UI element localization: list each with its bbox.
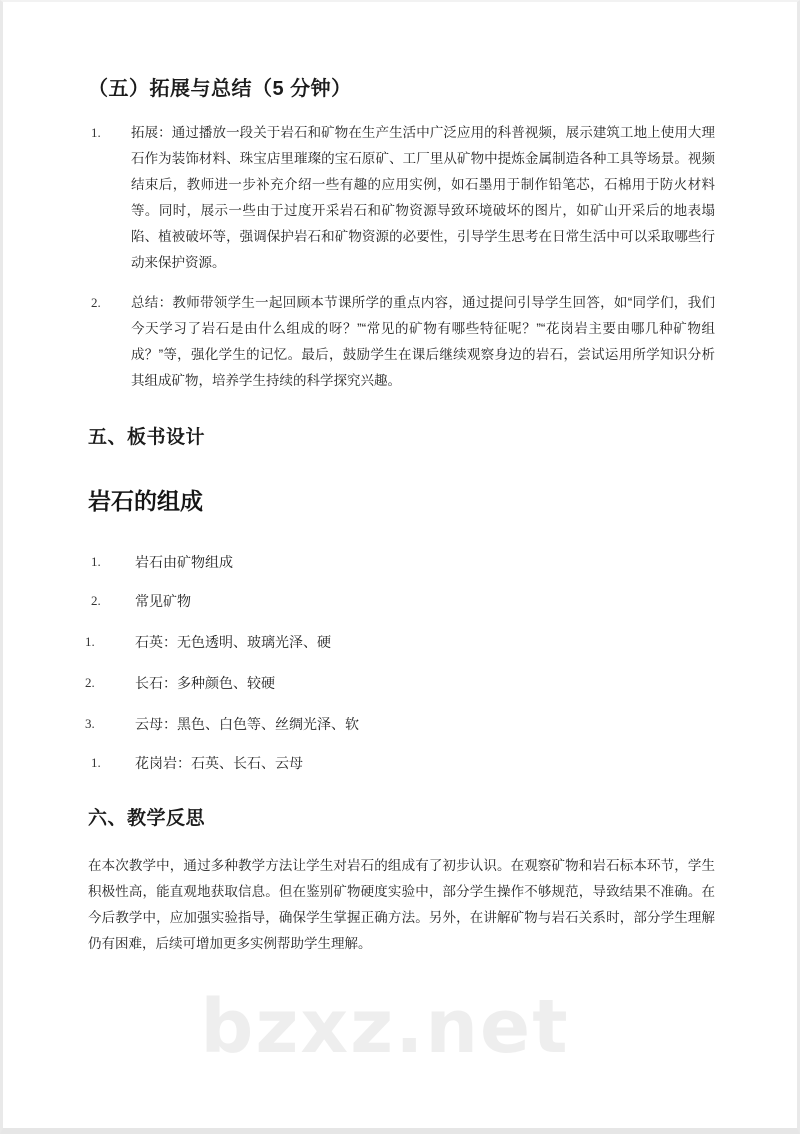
list-item-number: 2. <box>91 593 101 608</box>
list-item-text: 长石：多种颜色、较硬 <box>135 675 275 691</box>
heading-board-design: 五、板书设计 <box>88 427 206 448</box>
heading-extension-summary: （五）拓展与总结（5 分钟） <box>88 78 352 100</box>
list-item <box>3 713 797 735</box>
board-outline-list <box>3 551 797 612</box>
list-item-text: 常见矿物 <box>135 593 191 609</box>
watermark: bzxz.net <box>200 984 570 1070</box>
list-item-number: 1. <box>91 125 101 140</box>
list-item <box>3 631 797 653</box>
list-item-text: 总结：教师带领学生一起回顾本节课所学的重点内容，通过提问引导学生回答，如“同学们，我们今天学习了岩石是由什么组成的呀？”“常见的矿物有哪些特征呢？”“花岗岩主要由哪几种矿物组成？”等，强化学生的记忆。最后，鼓励学生在课后继续观察身边的岩石，尝试运用所学知识分析其组成矿物，培养学生持续的科学探究兴趣。 <box>131 295 715 388</box>
list-item-number: 1. <box>85 634 95 649</box>
list-item-number: 1. <box>91 755 101 770</box>
list-item-number: 2. <box>91 295 101 310</box>
list-item <box>3 672 797 694</box>
extension-summary-list <box>3 120 797 394</box>
board-design-block <box>3 518 797 774</box>
list-item <box>3 290 797 394</box>
teaching-reflection-paragraph: 在本次教学中，通过多种教学方法让学生对岩石的组成有了初步认识。在观察矿物和岩石标本环节，学生积极性高，能直观地获取信息。但在鉴别矿物硬度实验中，部分学生操作不够规范，导致结果不准确。在今后教学中，应加强实验指导，确保学生掌握正确方法。另外，在讲解矿物与岩石关系时，部分学生理解仍有困难，后续可增加更多实例帮助学生理解。 <box>88 858 715 951</box>
list-item <box>3 590 797 612</box>
list-item <box>3 752 797 774</box>
list-item <box>3 120 797 276</box>
granite-list <box>3 752 797 774</box>
list-item <box>3 551 797 573</box>
board-title-rock-composition: 岩石的组成 <box>88 488 203 514</box>
list-item-text: 石英：无色透明、玻璃光泽、硬 <box>135 634 331 650</box>
list-item-number: 1. <box>91 554 101 569</box>
list-item-number: 3. <box>85 716 95 731</box>
list-item-text: 花岗岩：石英、长石、云母 <box>135 755 303 771</box>
list-item-text: 云母：黑色、白色等、丝绸光泽、软 <box>135 716 359 732</box>
list-item-text: 拓展：通过播放一段关于岩石和矿物在生产生活中广泛应用的科普视频，展示建筑工地上使用大理石作为装饰材料、珠宝店里璀璨的宝石原矿、工厂里从矿物中提炼金属制造各种工具等场景。视频结束后，教师进一步补充介绍一些有趣的应用实例，如石墨用于制作铅笔芯，石棉用于防火材料等。同时，展示一些由于过度开采岩石和矿物资源导致环境破坏的图片，如矿山开采后的地表塌陷、植被破坏等，强调保护岩石和矿物资源的必要性，引导学生思考在日常生活中可以采取哪些行动来保护资源。 <box>131 125 715 270</box>
heading-teaching-reflection: 六、教学反思 <box>88 808 206 829</box>
common-minerals-sublist <box>3 631 797 735</box>
document-content <box>3 2 797 957</box>
list-item-text: 岩石由矿物组成 <box>135 554 233 570</box>
list-item-number: 2. <box>85 675 95 690</box>
